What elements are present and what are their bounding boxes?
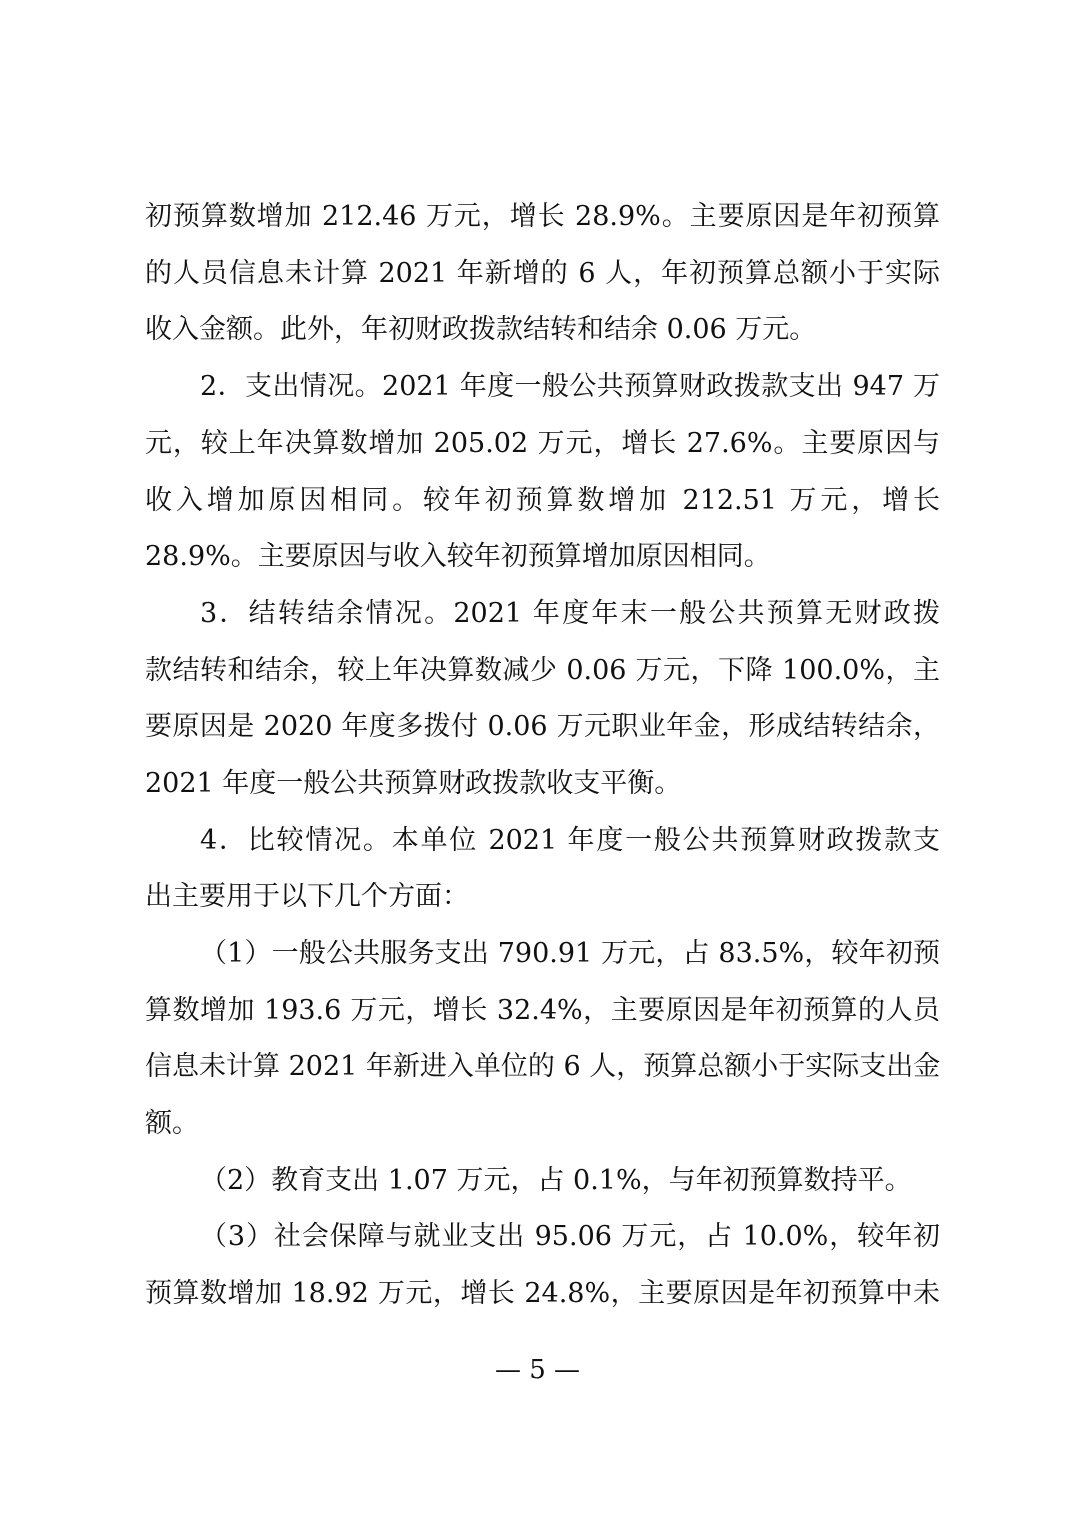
- paragraph-heading-line: 3．结转结余情况。2021 年度年末一般公共预算无财政拨: [200, 598, 940, 629]
- text-line: 的人员信息未计算 2021 年新增的 6 人，年初预算总额小于实际: [145, 258, 940, 289]
- text-line: 28.9%。主要原因与收入较年初预算增加原因相同。: [145, 541, 771, 572]
- page-number: — 5 —: [494, 1355, 581, 1385]
- text-line: 要原因是 2020 年度多拨付 0.06 万元职业年金，形成结转结余，: [145, 711, 940, 742]
- paragraph-heading-line: 2．支出情况。2021 年度一般公共预算财政拨款支出 947 万: [200, 371, 940, 402]
- text-line: 初预算数增加 212.46 万元，增长 28.9%。主要原因是年初预算: [145, 201, 940, 232]
- list-item-line: （3）社会保障与就业支出 95.06 万元，占 10.0%，较年初: [200, 1221, 940, 1252]
- text-line: 预算数增加 18.92 万元，增长 24.8%，主要原因是年初预算中未: [145, 1278, 940, 1309]
- text-line: 信息未计算 2021 年新进入单位的 6 人，预算总额小于实际支出金: [145, 1051, 941, 1082]
- list-item-line: （2）教育支出 1.07 万元，占 0.1%，与年初预算数持平。: [200, 1165, 912, 1196]
- text-line: 收入增加原因相同。较年初预算数增加 212.51 万元，增长: [145, 485, 940, 516]
- text-line: 额。: [145, 1108, 199, 1139]
- list-item-line: （1）一般公共服务支出 790.91 万元，占 83.5%，较年初预: [200, 938, 940, 969]
- text-line: 款结转和结余，较上年决算数减少 0.06 万元，下降 100.0%，主: [145, 655, 940, 686]
- text-line: 2021 年度一般公共预算财政拨款收支平衡。: [145, 768, 682, 799]
- text-line: 收入金额。此外，年初财政拨款结转和结余 0.06 万元。: [145, 314, 817, 345]
- paragraph-heading-line: 4．比较情况。本单位 2021 年度一般公共预算财政拨款支: [200, 825, 940, 856]
- text-line: 出主要用于以下几个方面：: [145, 881, 469, 912]
- text-line: 算数增加 193.6 万元，增长 32.4%，主要原因是年初预算的人员: [145, 995, 940, 1026]
- text-line: 元，较上年决算数增加 205.02 万元，增长 27.6%。主要原因与: [145, 428, 940, 459]
